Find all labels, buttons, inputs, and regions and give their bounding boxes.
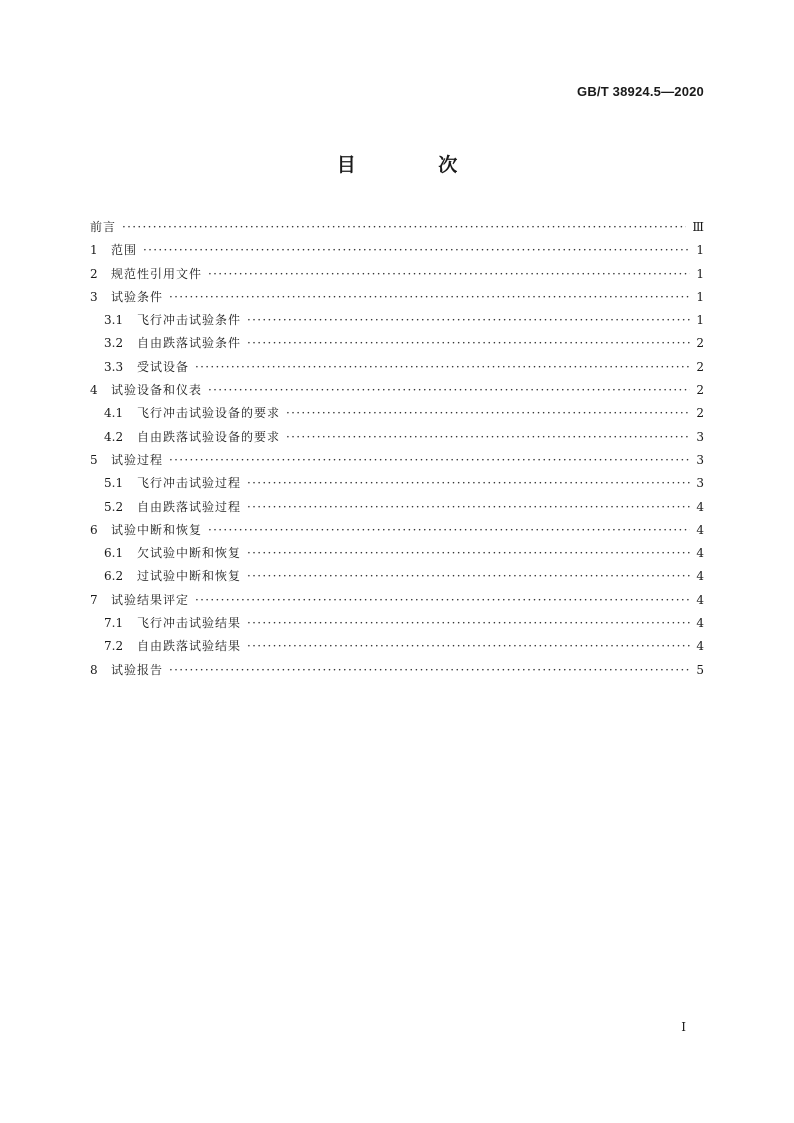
- toc-entry[interactable]: [90, 519, 704, 542]
- page-number: I: [681, 1020, 686, 1034]
- toc-entry-page: 1: [696, 266, 704, 281]
- toc-entry[interactable]: [90, 263, 704, 286]
- toc-dot-leader: [247, 496, 690, 519]
- toc-entry-number: 3.1: [104, 313, 124, 328]
- toc-entry-title: 试验设备和仪表: [111, 383, 203, 398]
- toc-dot-leader: [247, 472, 690, 495]
- toc-entry-title: 自由跌落试验结果: [137, 639, 242, 654]
- toc-entry-page: 4: [696, 616, 704, 631]
- toc-dot-leader: [143, 239, 690, 262]
- toc-entry-number: 6.1: [104, 546, 124, 561]
- toc-entry[interactable]: [90, 379, 704, 402]
- toc-entry-number: 5.1: [104, 476, 124, 491]
- toc-entry[interactable]: [90, 612, 704, 635]
- toc-entry-number: 6: [90, 522, 98, 537]
- toc-dot-leader: [247, 612, 690, 635]
- toc-entry-page: 4: [696, 639, 704, 654]
- toc-entry[interactable]: [90, 426, 704, 449]
- toc-entry[interactable]: [90, 356, 704, 379]
- toc-entry-title: 受试设备: [137, 359, 190, 374]
- toc-entry-page: 4: [696, 546, 704, 561]
- toc-entry-page: 2: [696, 336, 704, 351]
- toc-entry-page: 2: [696, 406, 704, 421]
- toc-entry[interactable]: [90, 589, 704, 612]
- toc-entry-page: 4: [696, 592, 704, 607]
- toc-entry-title: 飞行冲击试验结果: [137, 616, 242, 631]
- toc-entry-number: 3.3: [104, 359, 124, 374]
- toc-entry[interactable]: [90, 216, 704, 239]
- toc-entry-title: 试验报告: [111, 662, 164, 677]
- toc-entry-page: 2: [696, 383, 704, 398]
- toc-entry[interactable]: [90, 402, 704, 425]
- toc-entry-number: 7: [90, 592, 98, 607]
- toc-dot-leader: [208, 519, 690, 542]
- toc-entry-number: 5.2: [104, 499, 124, 514]
- toc-dot-leader: [208, 379, 690, 402]
- toc-dot-leader: [195, 356, 690, 379]
- toc-entry-title: 飞行冲击试验过程: [137, 476, 242, 491]
- toc-entry-page: 1: [696, 313, 704, 328]
- toc-entry-title: 试验过程: [111, 452, 164, 467]
- toc-entry-page: 4: [696, 569, 704, 584]
- toc-dot-leader: [169, 659, 690, 682]
- toc-entry[interactable]: [90, 449, 704, 472]
- toc-dot-leader: [247, 332, 690, 355]
- toc-entry[interactable]: [90, 472, 704, 495]
- toc-entry-number: 8: [90, 662, 98, 677]
- toc-entry-number: 4: [90, 383, 98, 398]
- toc-entry[interactable]: [90, 332, 704, 355]
- toc-entry-title: 飞行冲击试验设备的要求: [137, 406, 281, 421]
- toc-dot-leader: [247, 635, 690, 658]
- toc-entry-title: 前言: [90, 220, 117, 234]
- toc-dot-leader: [286, 402, 690, 425]
- toc-entry-number: 2: [90, 266, 98, 281]
- toc-entry-page: 1: [696, 289, 704, 304]
- toc-entry-title: 欠试验中断和恢复: [137, 546, 242, 561]
- toc-entry[interactable]: [90, 635, 704, 658]
- toc-entry-number: 3.2: [104, 336, 124, 351]
- toc-dot-leader: [247, 309, 690, 332]
- toc-entry-title: 自由跌落试验条件: [137, 336, 242, 351]
- toc-dot-leader: [195, 589, 690, 612]
- toc-entry[interactable]: [90, 565, 704, 588]
- toc-entry-number: 1: [90, 243, 98, 258]
- toc-entry-page: 3: [696, 476, 704, 491]
- toc-entry-number: 3: [90, 289, 98, 304]
- toc-entry[interactable]: [90, 659, 704, 682]
- toc-entry[interactable]: [90, 496, 704, 519]
- page-title: 目 次: [336, 154, 496, 176]
- toc-entry-title: 试验中断和恢复: [111, 522, 203, 537]
- toc-entry[interactable]: [90, 309, 704, 332]
- toc-entry-number: 6.2: [104, 569, 124, 584]
- toc-entry-title: 试验结果评定: [111, 592, 190, 607]
- toc-entry-number: 4.2: [104, 429, 124, 444]
- standard-code: GB/T 38924.5—2020: [577, 84, 704, 99]
- toc-entry-page: 5: [696, 662, 704, 677]
- toc-entry-title: 过试验中断和恢复: [137, 569, 242, 584]
- toc-entry-title: 规范性引用文件: [111, 266, 203, 281]
- toc-dot-leader: [286, 426, 690, 449]
- toc-entry-number: 4.1: [104, 406, 124, 421]
- toc-dot-leader: [169, 449, 690, 472]
- toc-entry-page: 3: [696, 429, 704, 444]
- toc-entry-page: 2: [696, 359, 704, 374]
- table-of-contents: [90, 216, 704, 682]
- toc-dot-leader: [169, 286, 690, 309]
- toc-entry-number: 7.2: [104, 639, 124, 654]
- toc-entry-title: 自由跌落试验过程: [137, 499, 242, 514]
- toc-entry[interactable]: [90, 239, 704, 262]
- toc-entry-page: Ⅲ: [692, 220, 704, 234]
- toc-entry-title: 自由跌落试验设备的要求: [137, 429, 281, 444]
- toc-entry-page: 4: [696, 522, 704, 537]
- toc-entry[interactable]: [90, 542, 704, 565]
- toc-entry-number: 7.1: [104, 616, 124, 631]
- toc-dot-leader: [208, 263, 690, 286]
- toc-entry-page: 4: [696, 499, 704, 514]
- toc-dot-leader: [247, 542, 690, 565]
- toc-dot-leader: [247, 565, 690, 588]
- toc-entry[interactable]: [90, 286, 704, 309]
- toc-entry-page: 3: [696, 452, 704, 467]
- toc-entry-page: 1: [696, 243, 704, 258]
- toc-dot-leader: [122, 216, 686, 239]
- toc-entry-title: 试验条件: [111, 289, 164, 304]
- toc-entry-title: 飞行冲击试验条件: [137, 313, 242, 328]
- toc-entry-number: 5: [90, 452, 98, 467]
- toc-entry-title: 范围: [111, 243, 138, 258]
